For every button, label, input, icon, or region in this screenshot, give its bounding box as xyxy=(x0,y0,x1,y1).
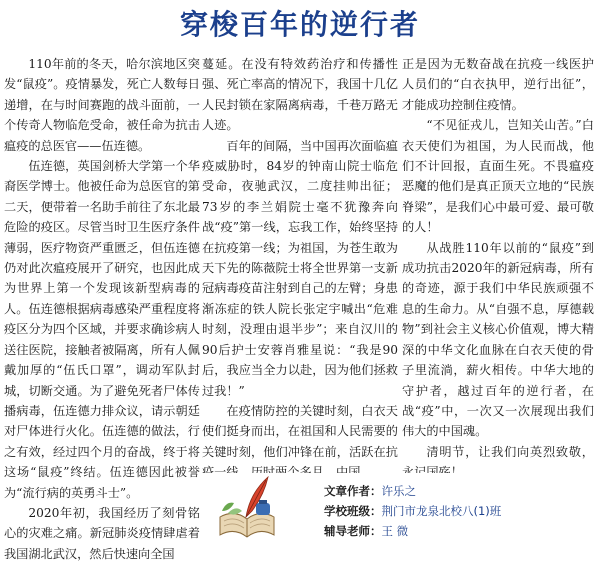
paragraph: 清明节，让我们向英烈致敬， xyxy=(426,444,594,459)
teacher-name: 王 微 xyxy=(381,524,409,538)
paragraph: 百年的间隔，当中国再次面临瘟疫威胁时，84岁的钟南山院士临危受命，夜驰武汉，二度挂帅出征；73岁的李兰娟院士毫不犹豫奔向战“疫”第一线，忘我工作，始终坚持在抗疫第一线；为祖国，为苍生敢为天下先的陈薇院士将全世界第一支新冠病毒疫苗注射到自己的左臂；身患渐冻症的铁人院长张定宇喊出“危难时刻，没理由退半步”；来自汉川的90后护士安蓉肖雅星说：“我是90后，我应当全力以赴，因为他们拯救过我！” xyxy=(202,138,398,398)
teacher-label: 辅导老师： xyxy=(324,524,382,538)
column-3 xyxy=(402,54,594,483)
class-name: 荆门市龙泉北校八(1)班 xyxy=(381,504,502,518)
author-name: 许乐之 xyxy=(381,484,416,498)
paragraph: 蔓延。在没有特效药治疗和传播性强、死亡率高的情况下，我国十几亿人民封锁在家隔离病毒，千巷万路无人迹。 xyxy=(202,57,398,133)
credit-box xyxy=(200,473,596,543)
paragraph: 在疫情防控的关键时刻，白衣天使们挺身而出，在祖国和人民需要的关键时刻，他们冲锋在前，活跃在抗 xyxy=(202,403,398,459)
paragraph: “不见征戎儿，岂知关山苦。”白衣天使们为祖国，为人民而战，他们不计回报，直面生死。不畏瘟疫恶魔的他们是真正顶天立地的“民族脊梁”，是我们心中最可爱、最可敬的人！ xyxy=(402,118,594,235)
author-label: 文章作者： xyxy=(324,484,382,498)
paragraph: 110年前的冬天，哈尔滨地区突发“鼠疫”。疫情暴发，死亡人数每日递增，在与时间赛跑的战斗面前，一个传奇人物临危受命，被任命为抗击瘟疫的总医官——伍连德。 xyxy=(4,57,200,153)
article-title: 穿梭百年的逆行者 xyxy=(179,8,420,41)
paragraph: 从战胜110年以前的“鼠疫”到成功抗击2020年的新冠病毒，所有的奇迹，源于我们中华民族顽强不息的生命力。从“自强不息，厚德载物”到社会主义核心价值观，博大精深的中华文化血脉在白衣天使的骨子里流淌，薪火相传。中华大地的守护者，越过百年的逆行者，在战“疫”中，一次又一次展现出我们伟大的中国魂。 xyxy=(402,240,594,439)
credit-lines xyxy=(324,481,594,541)
credit-author-row xyxy=(324,481,594,501)
paragraph: 2020年初，我国经历了刻骨铭心的灾难之痛。新冠肺炎疫情肆虐着我国湖北武汉，然后快速向全国 xyxy=(4,505,200,561)
class-label: 学校班级： xyxy=(324,504,382,518)
article-body xyxy=(4,54,596,561)
credit-teacher-row xyxy=(324,521,594,541)
credit-class-row xyxy=(324,501,594,521)
column-1 xyxy=(4,54,200,564)
paragraph: 正是因为无数奋战在抗疫一线医护人员们的“白衣执甲，逆行出征”，才能成功控制住疫情。 xyxy=(402,57,594,112)
book-quill-icon xyxy=(216,473,278,541)
paragraph: 伍连德，英国剑桥大学第一个华裔医学博士。他被任命为总医官的第二天，便带着一名助手前往了东北最危险的疫区。尽管当时卫生医疗条件薄弱，医疗物资严重匮乏，但伍连德仍对此次瘟疫展开了研究，也因此成为世界上第一个发现该新型病毒的人。伍连德根据病毒感染严重程度将疫区分为四个区域，并要求确诊病人送往医院，接触者被隔离，所有人佩戴加厚的“伍氏口罩”，调动军队封城，切断交通。为了避免死者尸体传播病毒，伍连德力排众议，请示朝廷对尸体进行火化。伍连德的做法，行之有效，经过四个月的奋战，终于将这场“鼠疫”终结。伍连德因此被誉为“流行病的英勇斗士”。 xyxy=(4,159,200,500)
column-2 xyxy=(202,54,398,483)
